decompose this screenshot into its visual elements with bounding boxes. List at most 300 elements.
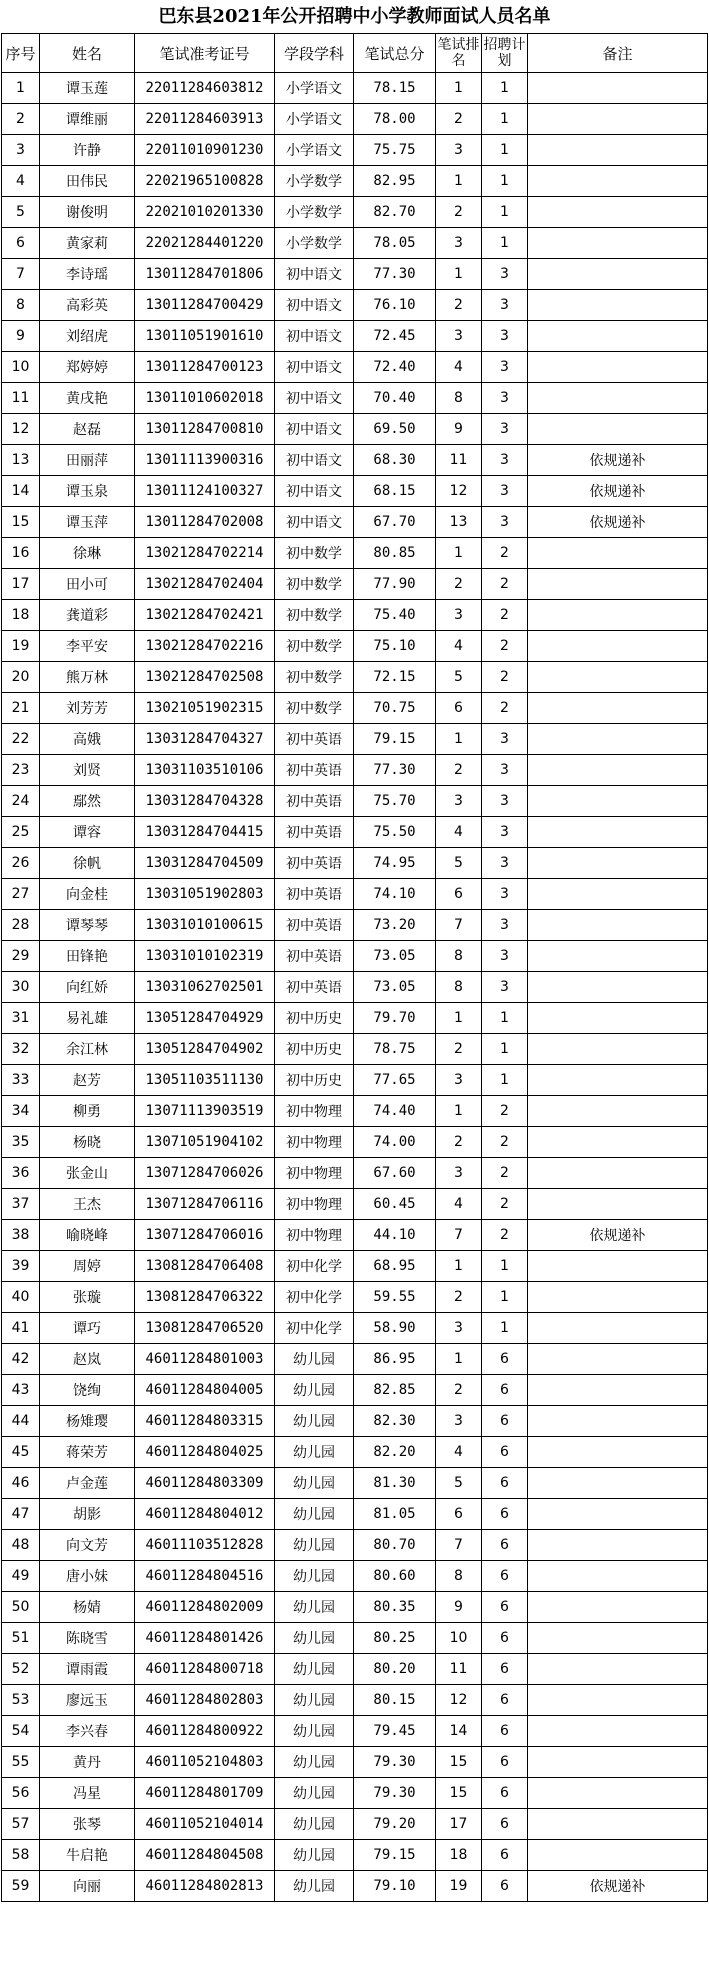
cell-seq: 49 [2,1561,40,1592]
cell-plan: 2 [482,1220,528,1251]
cell-rank: 12 [436,476,482,507]
cell-plan: 6 [482,1716,528,1747]
table-row [2,1065,708,1096]
cell-subject: 初中英语 [275,817,354,848]
cell-score: 86.95 [354,1344,436,1375]
cell-note [528,414,708,445]
cell-note [528,569,708,600]
cell-name: 黄家莉 [40,228,135,259]
cell-exam-id: 13021284702404 [135,569,275,600]
table-row [2,600,708,631]
cell-note [528,1654,708,1685]
cell-rank: 13 [436,507,482,538]
cell-exam-id: 13031051902803 [135,879,275,910]
cell-score: 73.20 [354,910,436,941]
cell-plan: 3 [482,786,528,817]
cell-name: 杨晓 [40,1127,135,1158]
cell-score: 82.30 [354,1406,436,1437]
cell-exam-id: 22021010201330 [135,197,275,228]
cell-exam-id: 46011052104803 [135,1747,275,1778]
cell-plan: 2 [482,600,528,631]
cell-seq: 53 [2,1685,40,1716]
cell-score: 68.95 [354,1251,436,1282]
cell-plan: 3 [482,848,528,879]
cell-plan: 6 [482,1344,528,1375]
cell-plan: 2 [482,569,528,600]
cell-subject: 幼儿园 [275,1499,354,1530]
cell-score: 74.10 [354,879,436,910]
cell-seq: 40 [2,1282,40,1313]
cell-rank: 10 [436,1623,482,1654]
cell-note [528,1158,708,1189]
cell-exam-id: 46011284801426 [135,1623,275,1654]
cell-rank: 1 [436,538,482,569]
cell-plan: 6 [482,1375,528,1406]
cell-score: 70.40 [354,383,436,414]
cell-note [528,166,708,197]
cell-plan: 3 [482,352,528,383]
cell-score: 72.45 [354,321,436,352]
cell-name: 张璇 [40,1282,135,1313]
cell-subject: 初中数学 [275,538,354,569]
cell-subject: 幼儿园 [275,1654,354,1685]
cell-name: 张金山 [40,1158,135,1189]
cell-seq: 20 [2,662,40,693]
cell-subject: 初中化学 [275,1251,354,1282]
cell-seq: 28 [2,910,40,941]
table-row [2,755,708,786]
cell-subject: 初中历史 [275,1003,354,1034]
table-row [2,383,708,414]
cell-name: 唐小妹 [40,1561,135,1592]
cell-note [528,383,708,414]
cell-rank: 2 [436,1375,482,1406]
cell-subject: 初中英语 [275,910,354,941]
cell-seq: 57 [2,1809,40,1840]
cell-score: 75.50 [354,817,436,848]
cell-name: 徐帆 [40,848,135,879]
cell-note [528,1530,708,1561]
cell-rank: 1 [436,259,482,290]
cell-plan: 1 [482,197,528,228]
cell-plan: 2 [482,1189,528,1220]
cell-seq: 48 [2,1530,40,1561]
cell-exam-id: 13031010102319 [135,941,275,972]
cell-subject: 小学数学 [275,228,354,259]
cell-seq: 13 [2,445,40,476]
cell-exam-id: 13021284702216 [135,631,275,662]
cell-rank: 1 [436,1003,482,1034]
cell-subject: 初中语文 [275,259,354,290]
cell-score: 75.40 [354,600,436,631]
cell-note [528,1437,708,1468]
cell-exam-id: 13071284706026 [135,1158,275,1189]
cell-plan: 3 [482,445,528,476]
cell-score: 73.05 [354,972,436,1003]
cell-name: 谭雨霞 [40,1654,135,1685]
cell-note [528,73,708,104]
cell-seq: 7 [2,259,40,290]
cell-score: 59.55 [354,1282,436,1313]
cell-name: 谭玉萍 [40,507,135,538]
cell-rank: 9 [436,414,482,445]
cell-score: 78.00 [354,104,436,135]
cell-score: 60.45 [354,1189,436,1220]
cell-note [528,1561,708,1592]
cell-plan: 6 [482,1592,528,1623]
cell-exam-id: 13011284700810 [135,414,275,445]
cell-seq: 12 [2,414,40,445]
cell-subject: 幼儿园 [275,1468,354,1499]
cell-plan: 6 [482,1778,528,1809]
cell-seq: 41 [2,1313,40,1344]
cell-seq: 19 [2,631,40,662]
cell-plan: 2 [482,1158,528,1189]
cell-rank: 2 [436,569,482,600]
cell-name: 熊万林 [40,662,135,693]
cell-exam-id: 13051284704929 [135,1003,275,1034]
table-row [2,1406,708,1437]
cell-note [528,1623,708,1654]
cell-plan: 1 [482,1251,528,1282]
cell-rank: 19 [436,1871,482,1902]
cell-rank: 5 [436,848,482,879]
cell-note [528,1189,708,1220]
cell-score: 80.85 [354,538,436,569]
cell-plan: 1 [482,104,528,135]
cell-plan: 6 [482,1623,528,1654]
cell-note [528,1344,708,1375]
table-row [2,321,708,352]
table-row [2,414,708,445]
cell-subject: 初中英语 [275,724,354,755]
cell-subject: 初中语文 [275,352,354,383]
cell-score: 79.30 [354,1747,436,1778]
table-row [2,1499,708,1530]
cell-rank: 14 [436,1716,482,1747]
cell-seq: 31 [2,1003,40,1034]
cell-score: 75.70 [354,786,436,817]
cell-seq: 21 [2,693,40,724]
cell-name: 冯星 [40,1778,135,1809]
cell-note [528,1251,708,1282]
cell-subject: 初中历史 [275,1065,354,1096]
cell-note [528,1778,708,1809]
header-note: 备注 [528,34,708,73]
cell-subject: 初中语文 [275,290,354,321]
cell-plan: 3 [482,879,528,910]
cell-plan: 6 [482,1685,528,1716]
cell-note [528,1096,708,1127]
cell-subject: 幼儿园 [275,1437,354,1468]
cell-name: 黄戌艳 [40,383,135,414]
cell-plan: 2 [482,1127,528,1158]
cell-seq: 9 [2,321,40,352]
cell-seq: 51 [2,1623,40,1654]
cell-plan: 6 [482,1437,528,1468]
cell-seq: 6 [2,228,40,259]
table-row [2,1158,708,1189]
cell-name: 谭玉莲 [40,73,135,104]
cell-name: 黄丹 [40,1747,135,1778]
cell-rank: 15 [436,1747,482,1778]
cell-score: 80.25 [354,1623,436,1654]
table-row [2,1871,708,1902]
cell-plan: 3 [482,290,528,321]
cell-rank: 4 [436,1189,482,1220]
cell-plan: 6 [482,1871,528,1902]
cell-subject: 初中英语 [275,786,354,817]
cell-exam-id: 13021284702508 [135,662,275,693]
cell-subject: 初中英语 [275,972,354,1003]
cell-seq: 54 [2,1716,40,1747]
cell-name: 胡影 [40,1499,135,1530]
cell-seq: 10 [2,352,40,383]
cell-rank: 1 [436,73,482,104]
table-row [2,1654,708,1685]
cell-score: 79.15 [354,1840,436,1871]
cell-exam-id: 46011284800718 [135,1654,275,1685]
cell-plan: 6 [482,1654,528,1685]
cell-subject: 初中数学 [275,569,354,600]
cell-seq: 22 [2,724,40,755]
cell-seq: 50 [2,1592,40,1623]
table-row [2,1530,708,1561]
cell-name: 饶绚 [40,1375,135,1406]
cell-name: 廖远玉 [40,1685,135,1716]
cell-seq: 26 [2,848,40,879]
cell-subject: 初中数学 [275,662,354,693]
cell-seq: 15 [2,507,40,538]
cell-rank: 2 [436,1127,482,1158]
table-body [2,73,708,1902]
cell-seq: 55 [2,1747,40,1778]
cell-plan: 3 [482,383,528,414]
cell-seq: 3 [2,135,40,166]
cell-exam-id: 13031284704415 [135,817,275,848]
cell-exam-id: 13011010602018 [135,383,275,414]
cell-name: 蒋荣芳 [40,1437,135,1468]
cell-rank: 2 [436,1282,482,1313]
cell-subject: 幼儿园 [275,1561,354,1592]
cell-note [528,1127,708,1158]
cell-score: 80.60 [354,1561,436,1592]
cell-name: 李兴春 [40,1716,135,1747]
cell-score: 80.70 [354,1530,436,1561]
cell-name: 杨雉璎 [40,1406,135,1437]
cell-note [528,724,708,755]
cell-name: 李诗瑶 [40,259,135,290]
cell-plan: 1 [482,166,528,197]
cell-score: 75.10 [354,631,436,662]
cell-note [528,1809,708,1840]
cell-name: 田丽萍 [40,445,135,476]
table-row [2,1840,708,1871]
cell-exam-id: 46011284804005 [135,1375,275,1406]
cell-name: 龚道彩 [40,600,135,631]
cell-subject: 初中语文 [275,383,354,414]
table-row [2,662,708,693]
cell-note [528,1313,708,1344]
table-row [2,1189,708,1220]
cell-rank: 3 [436,135,482,166]
cell-subject: 幼儿园 [275,1809,354,1840]
cell-rank: 6 [436,879,482,910]
cell-exam-id: 22021965100828 [135,166,275,197]
cell-seq: 29 [2,941,40,972]
cell-plan: 1 [482,1282,528,1313]
cell-exam-id: 46011284803315 [135,1406,275,1437]
cell-exam-id: 46011284800922 [135,1716,275,1747]
header-subject: 学段学科 [275,34,354,73]
cell-subject: 幼儿园 [275,1778,354,1809]
cell-score: 82.95 [354,166,436,197]
cell-note: 依规递补 [528,1220,708,1251]
cell-score: 80.35 [354,1592,436,1623]
cell-subject: 幼儿园 [275,1716,354,1747]
table-row [2,693,708,724]
cell-plan: 3 [482,259,528,290]
cell-note [528,228,708,259]
table-row [2,135,708,166]
table-row [2,1096,708,1127]
cell-subject: 小学语文 [275,104,354,135]
cell-score: 68.30 [354,445,436,476]
cell-subject: 幼儿园 [275,1747,354,1778]
cell-subject: 幼儿园 [275,1530,354,1561]
cell-name: 刘芳芳 [40,693,135,724]
cell-rank: 6 [436,693,482,724]
cell-rank: 11 [436,1654,482,1685]
cell-exam-id: 46011284803309 [135,1468,275,1499]
cell-score: 73.05 [354,941,436,972]
cell-rank: 9 [436,1592,482,1623]
cell-note [528,538,708,569]
cell-rank: 1 [436,1251,482,1282]
cell-subject: 初中语文 [275,321,354,352]
cell-rank: 3 [436,1158,482,1189]
cell-rank: 15 [436,1778,482,1809]
cell-note [528,1282,708,1313]
cell-rank: 8 [436,941,482,972]
header-plan: 招聘计划 [482,34,528,73]
cell-subject: 初中历史 [275,1034,354,1065]
cell-seq: 4 [2,166,40,197]
table-row [2,507,708,538]
cell-subject: 初中数学 [275,693,354,724]
cell-subject: 幼儿园 [275,1375,354,1406]
cell-rank: 4 [436,1437,482,1468]
cell-exam-id: 13071284706016 [135,1220,275,1251]
table-row [2,1034,708,1065]
cell-exam-id: 46011284804012 [135,1499,275,1530]
cell-plan: 6 [482,1406,528,1437]
cell-exam-id: 46011284804508 [135,1840,275,1871]
cell-name: 余江林 [40,1034,135,1065]
cell-seq: 11 [2,383,40,414]
cell-subject: 初中英语 [275,879,354,910]
cell-note [528,1499,708,1530]
table-row [2,1220,708,1251]
cell-subject: 初中物理 [275,1096,354,1127]
cell-exam-id: 13031010100615 [135,910,275,941]
table-row [2,1282,708,1313]
table-header [2,34,708,73]
cell-plan: 6 [482,1499,528,1530]
cell-rank: 7 [436,1530,482,1561]
cell-score: 79.10 [354,1871,436,1902]
cell-plan: 6 [482,1561,528,1592]
cell-note [528,1034,708,1065]
cell-score: 72.15 [354,662,436,693]
cell-name: 向金桂 [40,879,135,910]
cell-seq: 47 [2,1499,40,1530]
cell-name: 赵芳 [40,1065,135,1096]
cell-seq: 59 [2,1871,40,1902]
cell-rank: 3 [436,228,482,259]
cell-score: 77.30 [354,755,436,786]
cell-score: 44.10 [354,1220,436,1251]
cell-exam-id: 13031103510106 [135,755,275,786]
cell-exam-id: 22011284603913 [135,104,275,135]
cell-rank: 2 [436,197,482,228]
cell-subject: 初中物理 [275,1127,354,1158]
cell-name: 徐琳 [40,538,135,569]
cell-name: 李平安 [40,631,135,662]
cell-subject: 初中英语 [275,755,354,786]
cell-plan: 1 [482,73,528,104]
cell-note [528,1375,708,1406]
cell-note: 依规递补 [528,476,708,507]
cell-rank: 2 [436,104,482,135]
cell-rank: 4 [436,817,482,848]
cell-score: 74.00 [354,1127,436,1158]
cell-subject: 初中化学 [275,1282,354,1313]
cell-rank: 1 [436,724,482,755]
cell-score: 68.15 [354,476,436,507]
cell-seq: 38 [2,1220,40,1251]
cell-score: 82.85 [354,1375,436,1406]
cell-name: 柳勇 [40,1096,135,1127]
cell-exam-id: 46011284804516 [135,1561,275,1592]
cell-note [528,290,708,321]
cell-note [528,786,708,817]
cell-exam-id: 46011284802803 [135,1685,275,1716]
header-score: 笔试总分 [354,34,436,73]
cell-rank: 17 [436,1809,482,1840]
cell-name: 高彩英 [40,290,135,321]
cell-score: 78.15 [354,73,436,104]
cell-exam-id: 13081284706520 [135,1313,275,1344]
table-row [2,972,708,1003]
cell-score: 79.45 [354,1716,436,1747]
cell-score: 74.95 [354,848,436,879]
cell-subject: 初中化学 [275,1313,354,1344]
cell-plan: 6 [482,1468,528,1499]
cell-note [528,848,708,879]
table-row [2,104,708,135]
cell-name: 牛启艳 [40,1840,135,1871]
cell-rank: 3 [436,1313,482,1344]
cell-exam-id: 13051284704902 [135,1034,275,1065]
cell-note [528,941,708,972]
cell-name: 田小可 [40,569,135,600]
cell-subject: 小学数学 [275,197,354,228]
cell-seq: 27 [2,879,40,910]
cell-score: 76.10 [354,290,436,321]
cell-exam-id: 13011284701806 [135,259,275,290]
cell-score: 80.20 [354,1654,436,1685]
